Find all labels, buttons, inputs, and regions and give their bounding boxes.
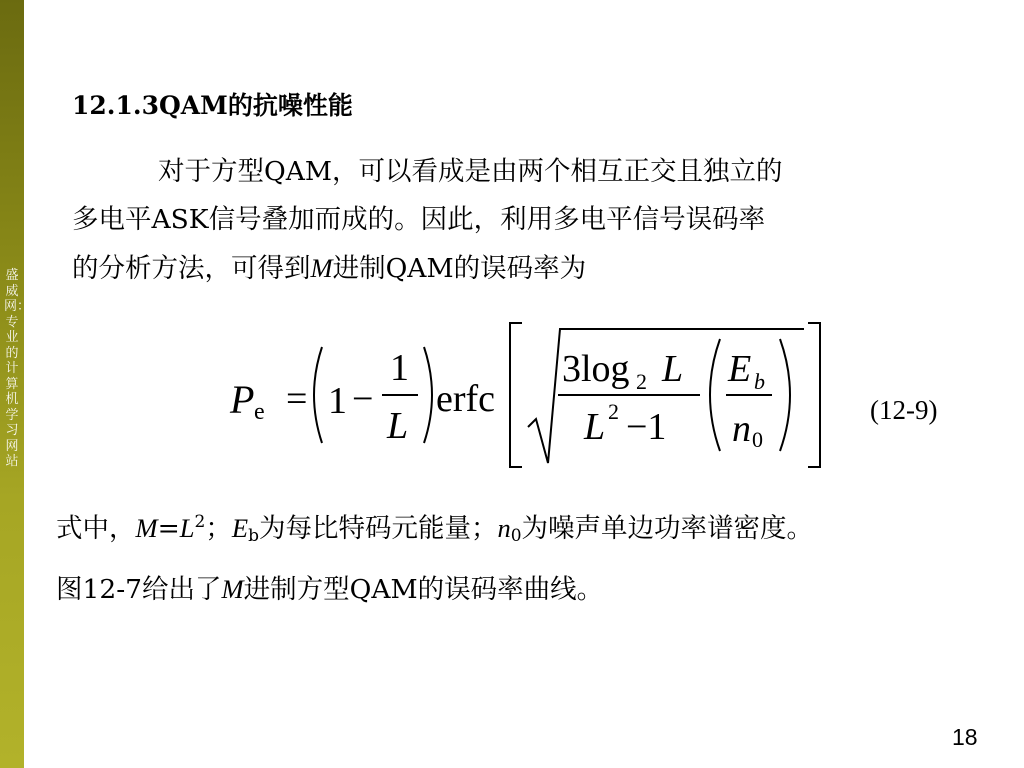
note-line-2 [56, 559, 1006, 620]
note-L: L [179, 513, 195, 543]
note-n-desc: 为噪声单边功率谱密度。 [521, 513, 814, 544]
note-line-1 [56, 498, 1006, 559]
frac3-E: E [728, 348, 752, 390]
note-equals: = [157, 513, 180, 544]
note-E-sub: b [248, 526, 259, 546]
paragraph-line-3-post: 进制QAM的误码率为 [332, 253, 587, 284]
paren-right-1 [424, 347, 432, 443]
note-n: n [497, 513, 511, 543]
frac1-denominator: L [387, 405, 409, 447]
note-line-2-pre: 图12-7给出了 [56, 574, 222, 605]
formula-one: 1 [328, 380, 347, 422]
note-n-sub: 0 [510, 526, 522, 546]
num-log-sub: 2 [636, 369, 647, 394]
formula-svg [222, 315, 832, 475]
paren-left-1 [314, 347, 322, 443]
frac3-E-sub: b [754, 369, 765, 394]
paragraph-line-1: 对于方型QAM，可以看成是由两个相互正交且独立的 [158, 156, 783, 187]
paragraph-line-3-pre: 的分析方法，可得到 [72, 253, 311, 284]
paren-left-2 [710, 339, 720, 451]
frac3-n-sub: 0 [752, 427, 763, 452]
note-M: M [135, 513, 158, 543]
bracket-left [510, 323, 522, 467]
frac1-numerator: 1 [390, 347, 409, 389]
page-number: 18 [952, 724, 978, 750]
section-heading: 12.1.3QAM的抗噪性能 [72, 91, 353, 120]
num-3log: 3log [562, 348, 630, 390]
note-line-2-post: 进制方型QAM的误码率曲线。 [243, 574, 604, 605]
note-L-sup: 2 [194, 512, 206, 532]
formula-P: P [230, 377, 255, 422]
ber-formula [222, 315, 832, 475]
bracket-right [808, 323, 820, 467]
sidebar-bar [0, 0, 31, 768]
den-L: L [584, 406, 606, 448]
paragraph-line-2: 多电平ASK信号叠加而成的。因此，利用多电平信号误码率 [72, 204, 766, 235]
note-sep: ； [205, 513, 232, 544]
paren-right-2 [780, 339, 790, 451]
den-sup: 2 [608, 399, 619, 424]
note-E-desc: 为每比特码元能量； [258, 513, 498, 544]
note-paragraph [56, 498, 1006, 620]
intro-paragraph [72, 148, 992, 293]
formula-P-sub: e [254, 399, 265, 425]
formula-erfc: erfc [436, 378, 496, 420]
equation-number: (12-9) [870, 395, 938, 425]
frac3-n: n [732, 408, 751, 450]
note-E: E [231, 513, 249, 543]
paragraph-line-3 [72, 244, 992, 293]
num-L: L [662, 348, 684, 390]
note-line-2-M: M [221, 574, 244, 604]
note-prefix: 式中， [56, 513, 136, 544]
formula-minus: − [352, 378, 374, 420]
den-minus1: −1 [626, 406, 667, 448]
variable-M: M [310, 253, 333, 283]
sidebar-watermark-text: 盛威网：专业的计算机学习网站 [4, 268, 31, 469]
formula-equals: = [286, 378, 308, 420]
